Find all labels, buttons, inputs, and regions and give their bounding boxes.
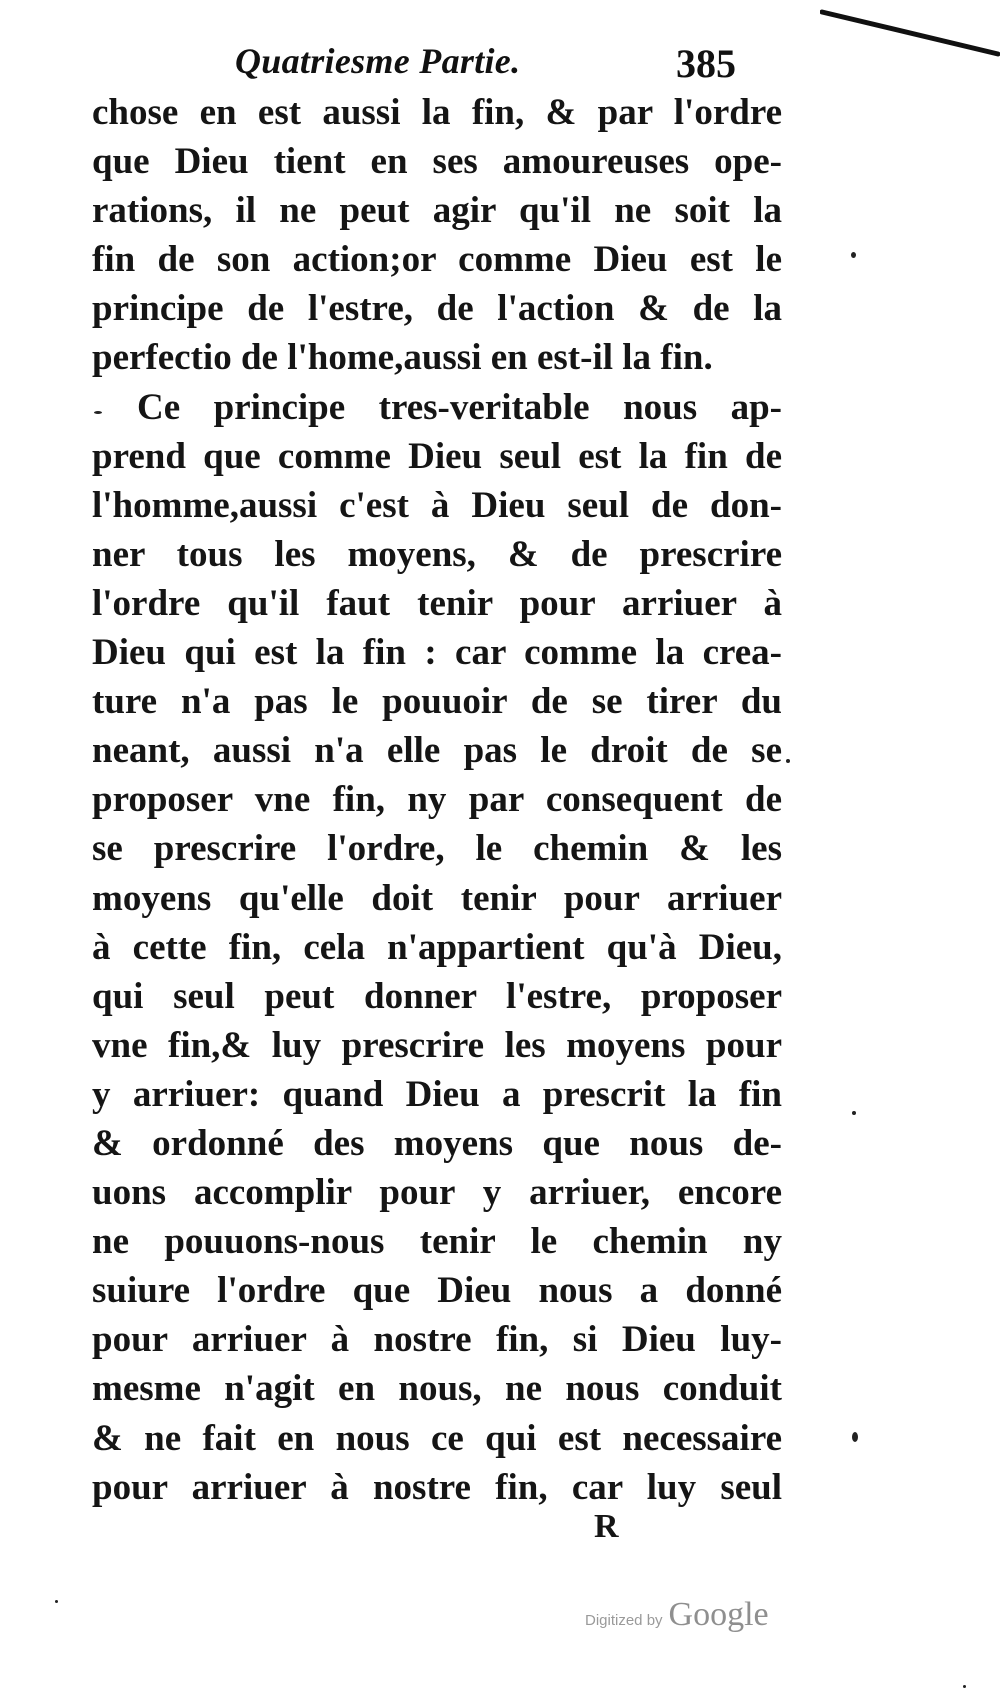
ink-speck	[94, 411, 102, 414]
text-line: ture n'a pas le pouuoir de se tirer du	[92, 681, 782, 723]
ink-speck	[963, 1685, 966, 1688]
text-line: moyens qu'elle doit tenir pour arriuer	[92, 877, 782, 919]
ink-speck	[55, 1600, 58, 1603]
text-line: suiure l'ordre que Dieu nous a donné	[92, 1270, 782, 1312]
text-line: ner tous les moyens, & de prescrire	[92, 533, 782, 575]
text-line: pour arriuer à nostre fin, car luy seul	[92, 1466, 782, 1508]
text-line: proposer vne fin, ny par consequent de	[92, 779, 782, 821]
body-text	[92, 88, 782, 1512]
text-line: rations, il ne peut agir qu'il ne soit la	[92, 190, 782, 232]
text-line: y arriuer: quand Dieu a prescrit la fin	[92, 1073, 782, 1115]
text-line: vne fin,& luy prescrire les moyens pour	[92, 1024, 782, 1066]
margin-stroke-mark	[820, 2, 1000, 62]
ink-speck	[851, 252, 856, 258]
text-line: perfectio de l'home,aussi en est-il la fin.	[92, 337, 713, 379]
text-line: que Dieu tient en ses amoureuses ope-	[92, 141, 782, 183]
text-line: l'homme,aussi c'est à Dieu seul de don-	[92, 484, 782, 526]
text-line: & ordonné des moyens que nous de-	[92, 1122, 782, 1164]
text-line: qui seul peut donner l'estre, proposer	[92, 975, 782, 1017]
text-line: prend que comme Dieu seul est la fin de	[92, 435, 782, 477]
page-number: 385	[676, 41, 736, 86]
text-line: principe de l'estre, de l'action & de la	[92, 288, 782, 330]
running-head: Quatriesme Partie.	[235, 41, 521, 81]
text-line: ne pouuons-nous tenir le chemin ny	[92, 1221, 782, 1263]
paragraph-first-line: Ce principe tres-veritable nous ap-	[137, 386, 782, 428]
digitization-watermark	[585, 1596, 769, 1634]
watermark-prefix: Digitized by	[585, 1612, 663, 1629]
text-line: uons accomplir pour y arriuer, encore	[92, 1172, 782, 1214]
text-line: Dieu qui est la fin : car comme la crea-	[92, 632, 782, 674]
text-line: se prescrire l'ordre, le chemin & les	[92, 828, 782, 870]
text-line: à cette fin, cela n'appartient qu'à Dieu,	[92, 926, 782, 968]
ink-speck	[852, 1432, 858, 1442]
text-line: pour arriuer à nostre fin, si Dieu luy-	[92, 1319, 782, 1361]
text-line: neant, aussi n'a elle pas le droit de se	[92, 730, 782, 772]
text-line: fin de son action;or comme Dieu est le	[92, 239, 782, 281]
signature-mark: R	[594, 1508, 619, 1545]
text-line: l'ordre qu'il faut tenir pour arriuer à	[92, 582, 782, 624]
text-line: mesme n'agit en nous, ne nous conduit	[92, 1368, 782, 1410]
ink-speck	[852, 1111, 856, 1115]
watermark-brand: Google	[668, 1596, 769, 1633]
text-line: chose en est aussi la fin, & par l'ordre	[92, 92, 782, 133]
ink-speck	[786, 759, 790, 763]
text-line: & ne fait en nous ce qui est necessaire	[92, 1417, 782, 1459]
